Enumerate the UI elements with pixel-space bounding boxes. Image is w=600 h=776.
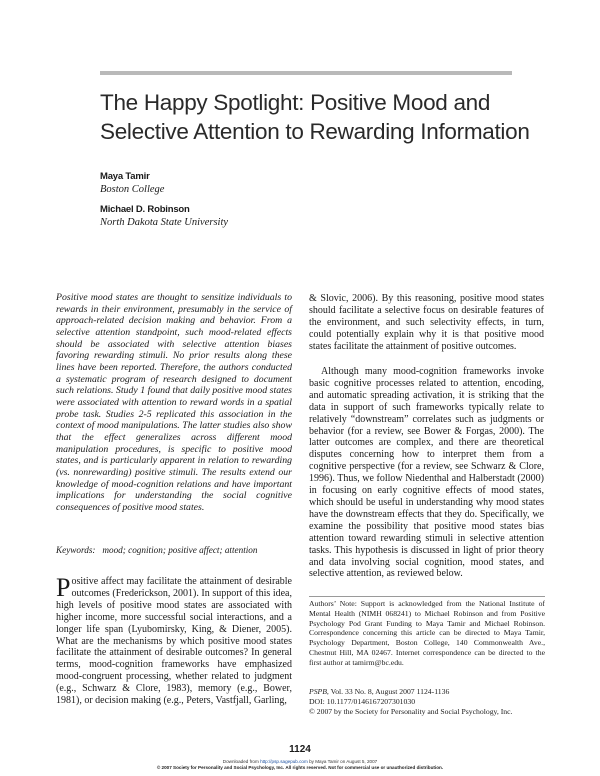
- author-name: Maya Tamir: [100, 171, 150, 182]
- download-suffix: by Maya Tamir on August 5, 2007: [307, 759, 378, 764]
- title-line-2: Selective Attention to Rewarding Information: [100, 119, 530, 144]
- journal-doi: DOI: 10.1177/0146167207301030: [309, 697, 416, 706]
- keywords-text: mood; cognition; positive affect; attention: [102, 545, 258, 555]
- right-paragraph-2: Although many mood-cognition frameworks invoke basic cognitive processes related to attention, encoding, and automatic spreading activation, it is striking that the data in support of such frameworks typically relate to relatively “downstream” correlates such as judgments or behavior (for a review, see Bower & Forgas, 2000). The latter outcomes are complex, and there are theoretical disputes concerning how to interpret them from a cognitive perspective (for a review, see Schwarz & Clore, 1996). Thus, we follow Niedenthal and Halberstadt (2000) in focusing on early cognitive effects of mood states, which should be useful in understanding why mood states have the downstream effects that they do. Specifically, we examine the possibility that positive mood states bias attention toward rewarding stimuli in selective attention tasks. This hypothesis is discussed in light of prior theory and data involving social cognition, mood states, and selective attention, as reviewed below.: [309, 366, 544, 580]
- footer-copyright: © 2007 Society for Personality and Social Psychology, Inc. All rights reserved. Not for commercial use or unauthorized distribution.: [156, 765, 444, 770]
- journal-copyright: © 2007 by the Society for Personality and Social Psychology, Inc.: [309, 707, 513, 716]
- title-line-1: The Happy Spotlight: Positive Mood and: [100, 90, 491, 115]
- download-link[interactable]: http://psp.sagepub.com: [260, 759, 308, 764]
- keywords: [56, 544, 292, 556]
- keywords-label: Keywords:: [56, 545, 96, 555]
- right-paragraph-1: & Slovic, 2006). By this reasoning, positive mood states should facilitate a selective focus on desirable features of the environment, and such selectivity effects, in turn, could potentially explain why it is that positive mood states facilitate the attainment of positive outcomes.: [309, 293, 544, 352]
- journal-citation: Vol. 33 No. 8, August 2007 1124-1136: [328, 687, 450, 696]
- drop-cap: P: [56, 573, 71, 602]
- authors-note: Authors’ Note: Support is acknowledged from the National Institute of Mental Health (NIMH 068241) to Michael Robinson and from Positive Psychology Pod Grant Funding to Maya Tamir and Michael Robinson. Correspondence concerning this article can be directed to Maya Tamir, Psychology Department, Boston College, 140 Commonwealth Ave., Chestnut Hill, MA 02467. Internet correspondence can be directed to the first author at tamirm@bc.edu.: [309, 599, 545, 667]
- abstract: Positive mood states are thought to sensitize individuals to rewards in their environment, presumably in the service of approach-related decision making and behavior. From a selective attention standpoint, such mood-related effects should be associated with selective attention biases favoring rewarding stimuli. No prior results along these lines have been reported. Therefore, the authors conducted a systematic program of research designed to document such relations. Study 1 found that daily positive mood states were associated with attention to reward words in a spatial probe task. Studies 2-5 replicated this association in the context of mood manipulations. The latter studies also show that the effect generalizes across different mood manipulation procedures, is specific to positive mood states, and is particularly apparent in relation to rewarding (vs. nonrewarding) positive stimuli. The results extend our knowledge of mood-cognition relations and have important implications for understanding the social cognitive consequences of positive mood states.: [56, 292, 292, 513]
- header-rule: [100, 71, 512, 75]
- intro-paragraph: [56, 573, 292, 707]
- download-prefix: Downloaded from: [222, 759, 261, 764]
- author-1: [100, 170, 164, 196]
- article-title: [100, 88, 570, 146]
- journal-info: [309, 687, 545, 717]
- author-2: [100, 203, 228, 229]
- intro-text: ositive affect may facilitate the attainment of desirable outcomes (Frederickson, 2001). In support of this idea, high levels of positive mood states are associated with higher income, more successful social interactions, and a longer life span (Lyubomirsky, King, & Diener, 2005). What are the mechanisms by which positive mood states facilitate the attainment of desirable outcomes? In general terms, mood-cognition frameworks have emphasized mood-congruent processing, whether related to judgment (e.g., Schwarz & Clore, 1983), memory (e.g., Bower, 1981), or decision making (e.g., Peters, Vastfjall, Garling,: [56, 576, 292, 707]
- page-number: 1124: [289, 744, 311, 755]
- footnote-divider: [309, 596, 545, 597]
- author-affiliation: Boston College: [100, 184, 165, 195]
- journal-abbrev: PSPB,: [309, 687, 329, 696]
- author-name: Michael D. Robinson: [100, 204, 190, 215]
- author-affiliation: North Dakota State University: [100, 217, 229, 228]
